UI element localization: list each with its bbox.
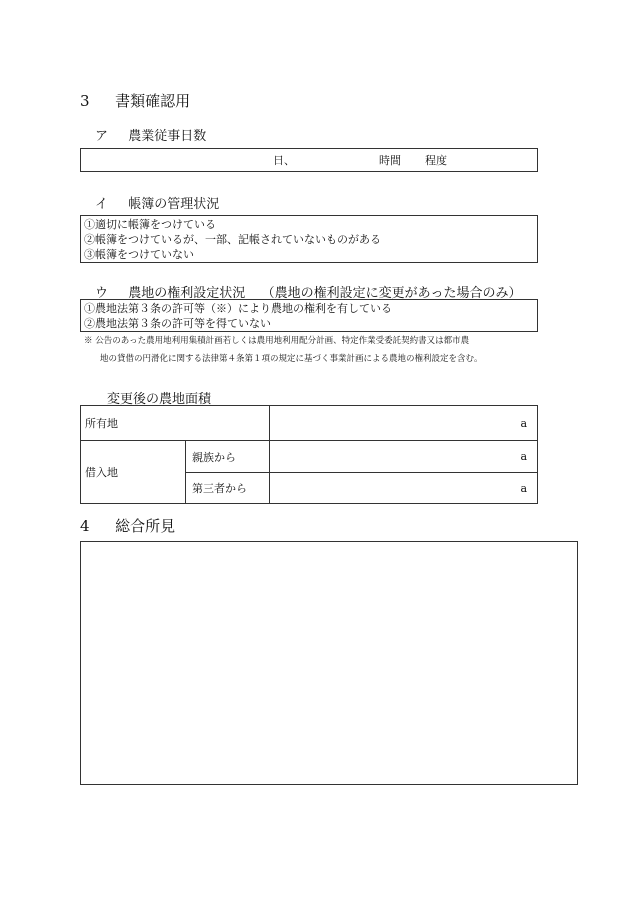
sub-i-title: 帳簿の管理状況 <box>128 197 220 212</box>
from-third-label-cell <box>185 472 270 504</box>
bookkeeping-option[interactable]: ②帳簿をつけているが、一部、記帳されていないものがある <box>84 233 381 246</box>
hours-unit: 時間 <box>379 154 401 167</box>
overall-findings-textarea[interactable] <box>80 541 578 785</box>
section-3-title: 書類確認用 <box>115 92 191 110</box>
third-unit: a <box>520 481 527 495</box>
owned-land-input[interactable] <box>269 405 538 441</box>
owned-land-label-cell <box>80 405 270 441</box>
from-relatives-input[interactable] <box>269 440 538 473</box>
section-3-number: 3 <box>80 92 90 110</box>
bookkeeping-option[interactable]: ①適切に帳簿をつけている <box>84 218 216 231</box>
from-third-input[interactable] <box>269 472 538 504</box>
area-heading: 変更後の農地面積 <box>107 392 212 407</box>
days-unit: 日、 <box>273 154 295 167</box>
note-line-2: 地の貸借の円滑化に関する法律第４条第１項の規定に基づく事業計画による農地の権利設定を含む。 <box>100 354 483 364</box>
section-4-number: 4 <box>80 517 90 535</box>
sub-u-paren: （農地の権利設定に変更があった場合のみ） <box>261 286 522 301</box>
section-3-heading <box>80 90 190 111</box>
from-relatives-label-cell <box>185 440 270 473</box>
land-rights-option[interactable]: ①農地法第３条の許可等（※）により農地の権利を有している <box>84 302 392 315</box>
sub-a-title: 農業従事日数 <box>128 129 207 144</box>
land-rights-option[interactable]: ②農地法第３条の許可等を得ていない <box>84 317 271 330</box>
bookkeeping-options <box>80 215 538 263</box>
relatives-unit: a <box>520 450 527 463</box>
from-relatives-label: 親族から <box>192 450 236 464</box>
leased-land-label: 借入地 <box>85 466 118 479</box>
owned-unit: a <box>520 416 527 430</box>
land-rights-options <box>80 299 538 332</box>
sub-a-heading <box>95 125 206 144</box>
section-4-title: 総合所見 <box>115 517 176 535</box>
owned-land-label: 所有地 <box>85 417 118 430</box>
sub-i-heading <box>95 193 219 212</box>
sub-u-title: 農地の権利設定状況 <box>128 286 246 301</box>
from-third-label: 第三者から <box>192 482 247 495</box>
note-line-1: ※ 公告のあった農用地利用集積計画若しくは農用地利用配分計画、特定作業受委託契約書又は都市農 <box>84 336 470 346</box>
section-4-heading <box>80 515 175 536</box>
sub-u-label: ウ <box>95 286 109 301</box>
sub-i-label: イ <box>95 197 109 212</box>
sub-a-label: ア <box>95 129 109 144</box>
work-days-field[interactable] <box>80 148 538 172</box>
leased-land-label-cell <box>80 440 186 504</box>
bookkeeping-option[interactable]: ③帳簿をつけていない <box>84 248 194 261</box>
approx-label: 程度 <box>425 154 447 167</box>
